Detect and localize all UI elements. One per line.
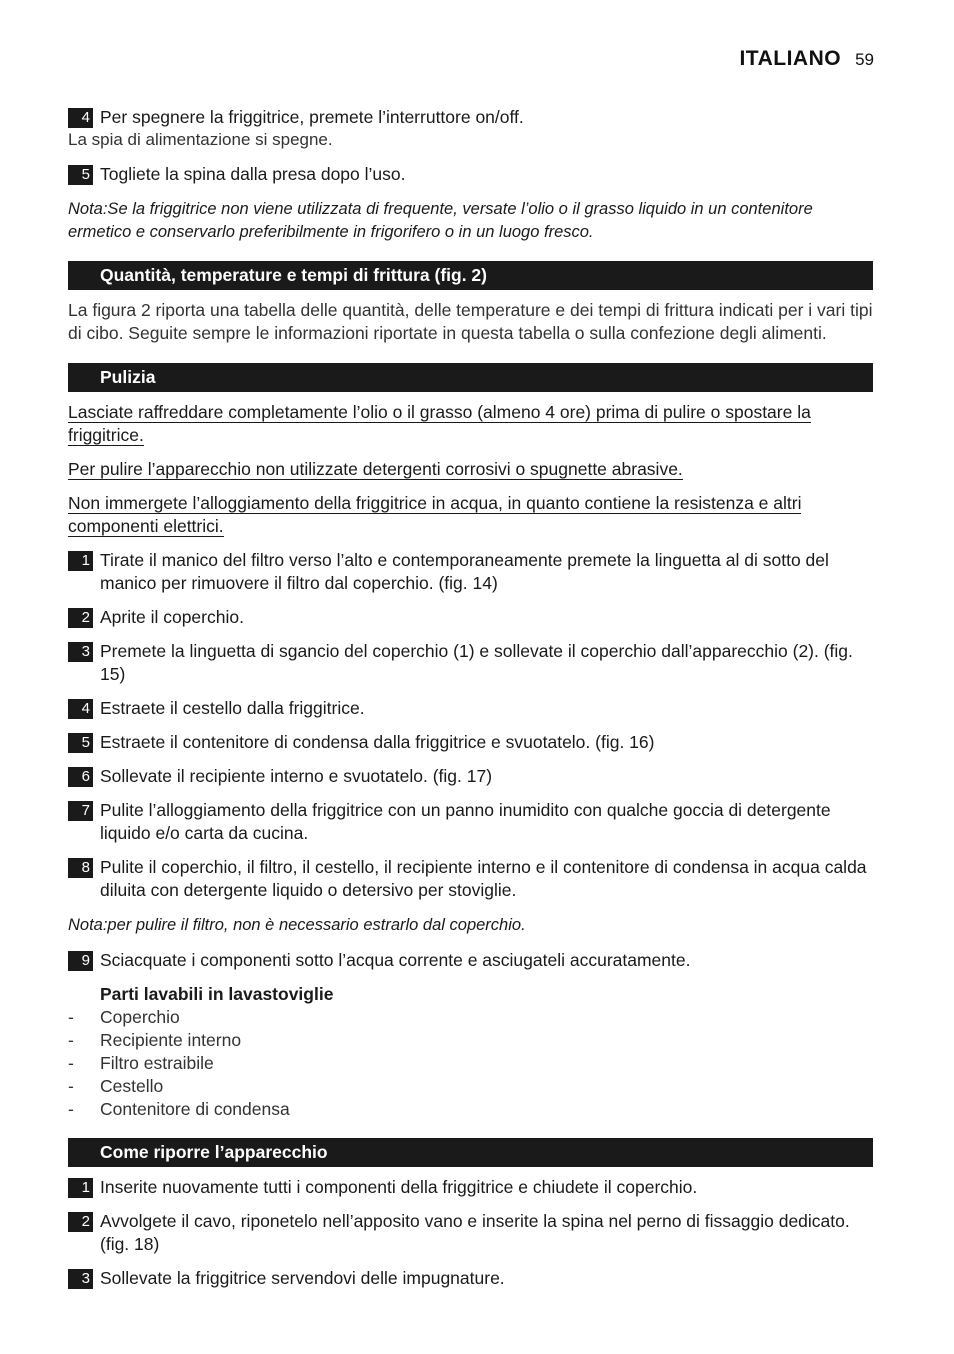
- step-number: 3: [68, 1269, 93, 1289]
- step-item: [68, 856, 873, 902]
- step-item: [68, 163, 873, 186]
- step-number: 1: [68, 551, 93, 571]
- section-heading: Quantità, temperature e tempi di frittura (fig. 2): [68, 261, 873, 290]
- step-text: Estraete il cestello dalla friggitrice.: [100, 698, 365, 718]
- step-item: [68, 606, 873, 629]
- list-item: - Contenitore di condensa: [68, 1098, 290, 1119]
- step-text: Estraete il contenitore di condensa dalla friggitrice e svuotatelo. (fig. 16): [100, 732, 655, 752]
- list-item: - Coperchio: [68, 1006, 180, 1027]
- paragraph: La figura 2 riporta una tabella delle quantità, delle temperature e dei tempi di frittura indicati per i vari tipi di cibo. Seguite sempre le informazioni riportate in questa tabella o sulla confezione degli alimenti.: [68, 300, 873, 343]
- step-item: [68, 731, 873, 754]
- list-item-text: Contenitore di condensa: [100, 1098, 290, 1119]
- warning-text: Non immergete l’alloggiamento della friggitrice in acqua, in quanto contiene la resistenza e altri componenti elettrici.: [68, 493, 802, 536]
- section-heading: Pulizia: [68, 363, 873, 392]
- step-item: [68, 1210, 873, 1256]
- step-item: [68, 1176, 873, 1199]
- step-number: 5: [68, 733, 93, 753]
- warning: [68, 401, 873, 447]
- step-text: Aprite il coperchio.: [100, 607, 244, 627]
- step-item: [68, 549, 873, 595]
- subsection-title: Parti lavabili in lavastoviglie: [100, 983, 334, 1004]
- list-item-text: Filtro estraibile: [100, 1052, 214, 1073]
- list-item: - Filtro estraibile: [68, 1052, 214, 1073]
- warning: [68, 492, 873, 538]
- step-number: 5: [68, 165, 93, 185]
- step-item: [68, 1267, 873, 1290]
- step-number: 4: [68, 699, 93, 719]
- warning-text: Per pulire l’apparecchio non utilizzate detergenti corrosivi o spugnette abrasive.: [68, 459, 683, 479]
- note: Nota:Se la friggitrice non viene utilizzata di frequente, versate l’olio o il grasso liquido in un contenitore ermetico e conservarlo preferibilmente in frigorifero o in un luogo fresco.: [68, 200, 813, 241]
- step-text: Togliete la spina dalla presa dopo l’uso.: [100, 164, 406, 184]
- step-number: 2: [68, 1212, 93, 1232]
- step-text: Inserite nuovamente tutti i componenti della friggitrice e chiudete il coperchio.: [100, 1176, 698, 1197]
- step-text: Pulite il coperchio, il filtro, il cestello, il recipiente interno e il contenitore di condensa in acqua calda diluita con detergente liquido o detersivo per stoviglie.: [100, 857, 867, 900]
- step-item: [68, 799, 873, 845]
- note: Nota:per pulire il filtro, non è necessario estrarlo dal coperchio.: [68, 916, 526, 934]
- step-item: [68, 106, 873, 129]
- step-text: Tirate il manico del filtro verso l’alto e contemporaneamente premete la linguetta al di sotto del manico per rimuovere il filtro dal coperchio. (fig. 14): [100, 550, 829, 593]
- list-item-text: Coperchio: [100, 1006, 180, 1027]
- step-number: 1: [68, 1178, 93, 1198]
- step-number: 2: [68, 608, 93, 628]
- page-number: 59: [855, 50, 874, 69]
- step-text: Per spegnere la friggitrice, premete l’interruttore on/off.: [100, 107, 524, 127]
- step-number: 8: [68, 858, 93, 878]
- step-item: [68, 640, 873, 686]
- step-item: [68, 765, 873, 788]
- step-text: Pulite l’alloggiamento della friggitrice con un panno inumidito con qualche goccia di detergente liquido e/o carta da cucina.: [100, 800, 831, 843]
- step-text: Premete la linguetta di sgancio del coperchio (1) e sollevate il coperchio dall’apparecchio (2). (fig. 15): [100, 641, 853, 684]
- step-number: 4: [68, 108, 93, 128]
- page-header: [739, 47, 874, 71]
- warning: [68, 458, 873, 481]
- step-item: [68, 697, 873, 720]
- list-item-text: Recipiente interno: [100, 1029, 242, 1050]
- list-item: - Cestello: [68, 1075, 164, 1096]
- step-number: 7: [68, 801, 93, 821]
- step-text: Sciacquate i componenti sotto l’acqua corrente e asciugateli accuratamente.: [100, 949, 691, 970]
- section-heading: Come riporre l’apparecchio: [68, 1138, 873, 1167]
- list-item: - Recipiente interno: [68, 1029, 242, 1050]
- step-result: La spia di alimentazione si spegne.: [68, 130, 333, 149]
- step-item: [68, 949, 873, 972]
- step-text: Sollevate la friggitrice servendovi delle impugnature.: [100, 1267, 505, 1288]
- step-number: 6: [68, 767, 93, 787]
- step-text: Avvolgete il cavo, riponetelo nell’apposito vano e inserite la spina nel perno di fissaggio dedicato. (fig. 18): [100, 1210, 850, 1254]
- warning-text: Lasciate raffreddare completamente l’olio o il grasso (almeno 4 ore) prima di pulire o spostare la friggitrice.: [68, 402, 811, 445]
- list-item-text: Cestello: [100, 1075, 164, 1096]
- page-content: [68, 106, 873, 1290]
- step-number: 9: [68, 951, 93, 971]
- language-label: ITALIANO: [739, 47, 842, 70]
- step-text: Sollevate il recipiente interno e svuotatelo. (fig. 17): [100, 766, 493, 786]
- step-number: 3: [68, 642, 93, 662]
